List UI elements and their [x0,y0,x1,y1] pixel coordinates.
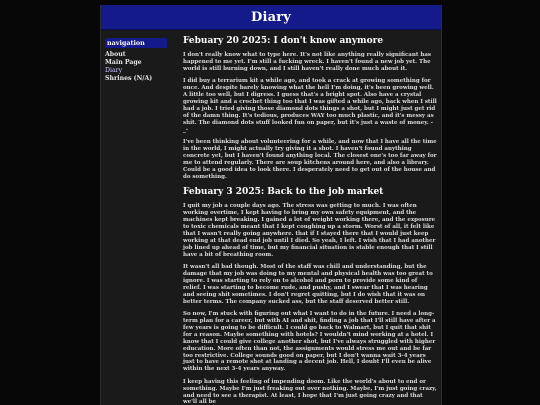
diary-entry [183,36,437,180]
entry-paragraph: I don't really know what to type here. It's not like anything really significant has happened to me yet. I'm still a fucking wreck. I haven't found a new job yet. The world is still burning down, and I still haven't really done much about it. [183,52,431,72]
entry-paragraph: I've been thinking about volunteering for a while, and now that I have all the time in the world, I might actually try giving it a shot. I haven't found anything concrete yet, but I haven't found anything local. The closest one's too far away for me to attend regularly. There are soup kitchens around here, and also a library. Could be a good idea to look there. I desperately need to get out of the house and do something. [183,138,437,180]
main-layout [101,30,441,405]
nav-link-about[interactable]: About [105,51,126,58]
page-container [100,5,442,405]
entry-title: Febuary 20 2025: I don't know anymore [183,36,384,46]
entry-title: Febuary 3 2025: Back to the job market [183,187,384,198]
diary-entry [183,187,437,405]
entry-paragraph: I did buy a terrarium kit a while ago, and took a crack at growing something for once. And despite barely knowing what the hell I'm doing, it's been growing well. A little too well, but I digress. I guess that's a bright spot. Also have a crystal growing kit and a crochet thing too that I was gifted a while ago, back when I still had a job. I tried giving those diamond dots things a shot, but I might just get rid of the damn thing. It's tedious, produces WAY too much plastic, and it's messy as shit. The diamond dots stuff looked fun on paper, but it's just a waste of money. -_- [183,78,437,133]
entry-paragraph: So now, I'm stuck with figuring out what I want to do in the future. I need a long-term plan for a career, but with AI and shit, finding a job that I'll still have after a few years is going to be difficult. I could go back to Walmart, but I quit that shit for a reason. Maybe something with hotels? I wouldn't mind working at a hotel. I know that I could give college another shot, but I've always struggled with higher education. More often than not, the assignments would stress me out and be far too restrictive. College sounds good on paper, but I don't wanna wait 3-4 years just to have a remote shot at landing a decent job. Hell, I doubt I'll even be alive within the next 3-4 years anyway. [183,311,436,373]
site-header [101,5,441,30]
sidebar-nav [101,36,177,405]
entry-paragraph: It wasn't all bad though. Most of the staff was chill and understanding, but the damage that my job was doing to my mental and physical health was too great to ignore. I was starting to rely on to alcohol and porn to provide some kind of relief. I was starting to become rude, and pushy, and I swear that I was hearing and seeing shit sometimes. I don't regret quitting, but I do wish that it was on better terms. The company sucked ass, but the staff deserved better still. [183,264,433,305]
nav-link-main-page[interactable]: Main Page [105,59,142,66]
entry-paragraph: I quit my job a couple days ago. The stress was getting to much. I was often working overtime, I kept having to bring my own safety equipment, and the machines kept breaking. I gained a lot of weight working there, and the exposure to toxic chemicals meant that I kept coughing up a storm. Worst of all, it felt like that I wasn't really going anywhere. that if I stayed there that I would just keep working at that dead end job until I died. So yeah, I left. I wish that I had another job lined up ahead of time, but my financial situation is stable enough that I still have a bit of breathing room. [183,203,436,258]
nav-link-shrines[interactable]: Shrines (N/A) [105,75,153,82]
nav-heading: navigation [105,38,167,48]
entry-paragraph: I keep having this feeling of impending doom. Like the world's about to end or something. Maybe I'm just freaking out over nothing. Maybe, I'm just going crazy, and need to see a therapist. At least, I hope that I'm just going crazy and that we'll all be [183,378,437,405]
diary-content [177,36,441,405]
nav-link-diary[interactable]: Diary [105,67,123,74]
site-title: Diary [250,9,292,25]
